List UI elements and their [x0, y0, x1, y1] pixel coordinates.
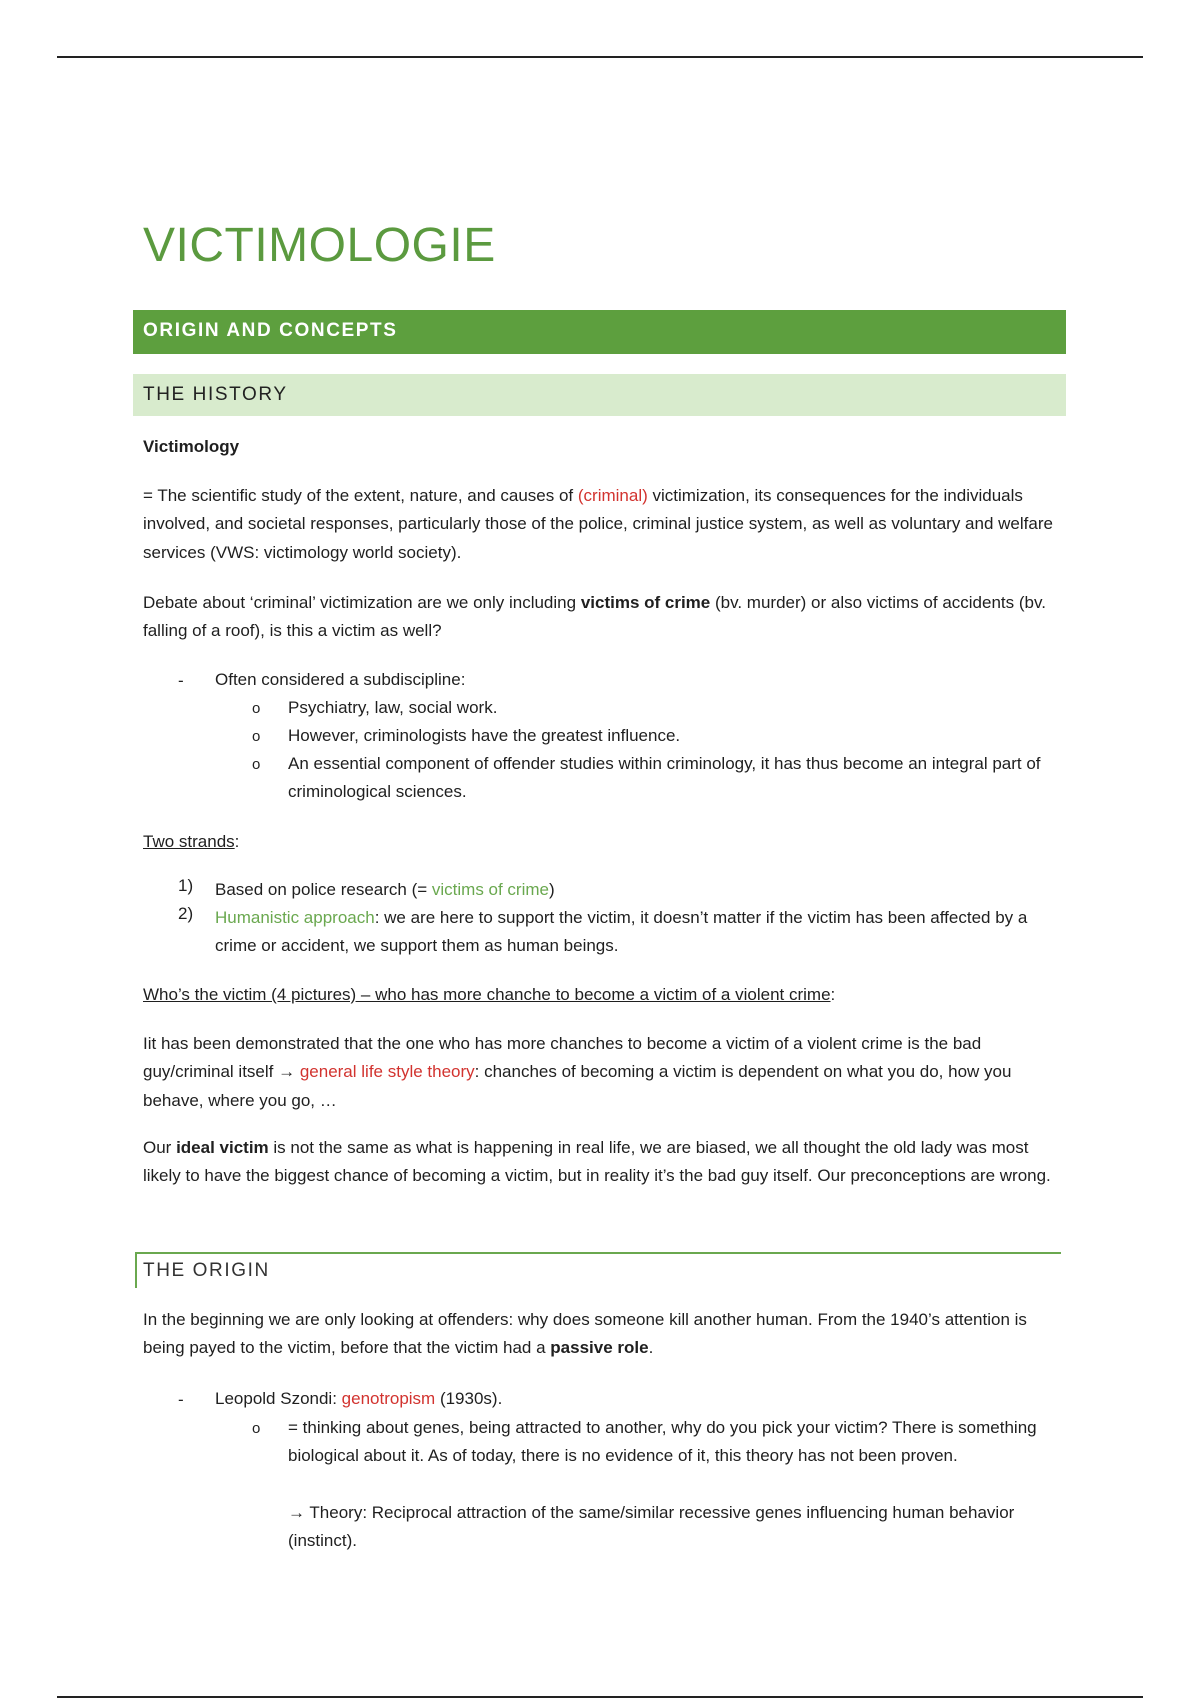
ideal-victim-paragraph [143, 1134, 1068, 1191]
heading-1-bar [133, 310, 1066, 354]
subdiscipline-item: An essential component of offender studies within criminology, it has thus become an integral part of criminological sciences. [288, 754, 1041, 802]
victimology-label: Victimology [143, 437, 240, 456]
debate-paragraph [143, 589, 1068, 646]
definition-text-b: victimization, its consequences for the individuals involved, and societal responses, particularly those of the police, criminal justice system, as well as voluntary and welfare services (VWS: victimology world society). [143, 486, 1053, 562]
strand-2-highlight: Humanistic approach [215, 908, 375, 927]
two-strands-colon: : [234, 832, 240, 851]
origin-text-b: . [648, 1338, 654, 1358]
szondi-item [215, 1385, 1065, 1413]
szondi-detail: = thinking about genes, being attracted to another, why do you pick your victim? There is something biological about it. As of today, there is no evidence of it, this theory has not been proven. [288, 1418, 1037, 1466]
origin-paragraph [143, 1306, 1068, 1363]
who-victim-heading [143, 981, 1068, 1009]
subdiscipline-label: Often considered a subdiscipline: [215, 670, 466, 689]
origin-text-a: In the beginning we are only looking at offenders: why does someone kill another human. From the 1940’s attention is being payed to the victim, before that the victim had a [143, 1310, 1027, 1358]
szondi-theory: → Theory: Reciprocal attraction of the same/similar recessive genes influencing human behavior (instinct). [288, 1503, 1015, 1551]
list-dash: - [178, 1390, 184, 1409]
szondi-text-a: Leopold Szondi: [215, 1389, 342, 1408]
list-number: 1) [178, 876, 194, 895]
demonstrated-text-a: Iit has been demonstrated that the one who has more chanches to become a victim of a violent crime is the bad guy/criminal itself → [143, 1034, 982, 1082]
debate-text-b: (bv. murder) or also victims of accidents (bv. falling of a roof), is this a victim as well? [143, 593, 1046, 641]
demonstrated-paragraph [143, 1030, 1068, 1115]
strand-1-highlight: victims of crime [431, 880, 549, 899]
debate-text-a: Debate about ‘criminal’ victimization are we only including [143, 593, 581, 612]
sub-bullet: o [252, 756, 261, 773]
heading-1: ORIGIN AND CONCEPTS [143, 320, 398, 341]
definition-text-a: = The scientific study of the extent, nature, and causes of [143, 486, 578, 505]
strand-2-text: : we are here to support the victim, it doesn’t matter if the victim has been affected by a crime or accident, we support them as human beings. [215, 908, 1028, 956]
heading-2: THE HISTORY [143, 384, 288, 405]
demonstrated-highlight: general life style theory [299, 1062, 475, 1082]
subdiscipline-item: Psychiatry, law, social work. [288, 698, 498, 717]
bottom-rule [57, 1696, 1143, 1698]
szondi-highlight: genotropism [341, 1389, 436, 1408]
who-victim-colon: : [830, 985, 836, 1004]
who-victim-label: Who’s the victim (4 pictures) – who has more chanche to become a victim of a violent crime [143, 985, 831, 1004]
heading-2-bar [133, 374, 1066, 416]
strand-item-1 [215, 876, 1065, 904]
top-rule [57, 56, 1143, 58]
definition-highlight: (criminal) [577, 486, 648, 505]
strand-1-text-b: ) [549, 880, 555, 899]
heading-3-box [135, 1252, 1061, 1288]
strand-1-text-a: Based on police research (= [215, 880, 432, 899]
szondi-text-b: (1930s). [435, 1389, 503, 1408]
origin-bold: passive role [550, 1338, 649, 1358]
subdiscipline-item: However, criminologists have the greatest influence. [288, 726, 681, 745]
demonstrated-text-b: : chanches of becoming a victim is dependent on what you do, how you behave, where you go, … [143, 1062, 1012, 1110]
ideal-text-b: is not the same as what is happening in real life, we are biased, we all thought the old lady was most likely to have the biggest chance of becoming a victim, but in reality it’s the bad guy itself. Our preconceptions are wrong. [143, 1138, 1051, 1186]
sub-bullet: o [252, 700, 261, 717]
two-strands-label: Two strands [143, 832, 235, 851]
debate-bold: victims of crime [580, 593, 711, 612]
sub-bullet: o [252, 1420, 261, 1437]
list-dash: - [178, 671, 184, 690]
heading-3: THE ORIGIN [143, 1260, 270, 1281]
strand-item-2 [215, 904, 1065, 961]
sub-bullet: o [252, 728, 261, 745]
ideal-bold: ideal victim [176, 1138, 269, 1157]
two-strands-heading [143, 828, 1068, 856]
document-title: VICTIMOLOGIE [143, 219, 496, 272]
ideal-text-a: Our [143, 1138, 177, 1157]
definition-paragraph [143, 482, 1068, 567]
list-number: 2) [178, 904, 194, 923]
